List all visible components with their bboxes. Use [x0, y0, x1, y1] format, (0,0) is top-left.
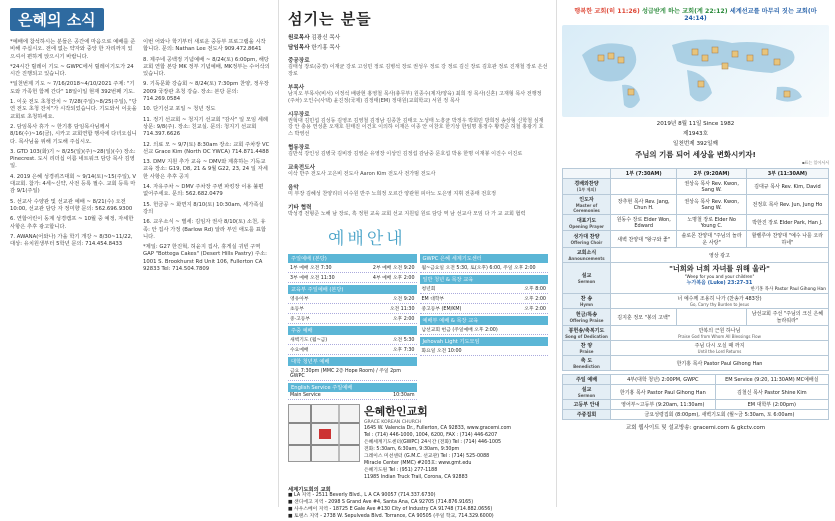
- servers-section: 중공장로 김태성 장로(중경) 이재균 강로 고성민 정로 김병석 장로 권성우 정로 강 정로 김신 장로 김호관 정로 진재철 장로 은선 장로: [288, 58, 548, 77]
- table-cell: 권상옥 목사 Rev. Kwon, Sang W.: [677, 195, 746, 215]
- news-item: *24시간 릴레이 기도 ~ GWPC에서 릴레이기도가 24시간 진행되고 있습니다.: [10, 63, 134, 78]
- news-item: 11. 정기 선교회 ~ 청지기 선교회 "감사" 일 모임 세례상문: 9/8(주). 장소: 친교실. 문의: 청지기 선교회 714.397.6626: [143, 116, 268, 138]
- table-row: [563, 326, 829, 341]
- role-cell: 찬 양 Praise: [563, 341, 611, 356]
- sermon-title-en: "Weep for you and your children": [684, 274, 755, 279]
- schedule-row: 금요 7:30pm (MMC 2층 Hope Room) / 주일 2pm GWPC: [288, 366, 417, 381]
- news-item: 1. 이웃 전도 초청잔치 ~ 7/28(주일)~8/25(주일), "당연 전도 초청 잔치"가 시작되었습니다. 기도와서 이웃을 교회로 초청하세요.: [10, 99, 137, 120]
- table-row: [563, 385, 829, 400]
- sermon-row: [563, 263, 829, 294]
- news-item: 7. AWANA(어와나) 가을 학기 개강 ~ 8/30~11/22, 대상: 유치원생부터 5학년 문의: 714.454.8433: [10, 233, 133, 248]
- worship-title: 예배안내: [328, 228, 406, 249]
- role-cell: 헌금/특송 Offering Praise: [563, 309, 611, 326]
- servers-section: 시무장로 권혁대 김민섭 김성동 김영조 김영철 김정남 김종찬 김태오 노성태 노흥균 박정우 박희민 방희정 송상형 신학철 심재강 안 충용 연성훈 오재호 원태진 이건호 이의하 이재은 이종 안 이찬호 한기상 한임명 홍정수 황경준 허철 홍광기 호스 박영선: [288, 111, 544, 138]
- issue-number: 제1943호: [682, 131, 709, 137]
- table-cell: 영상 광고: [611, 248, 829, 263]
- table-row: [563, 179, 829, 195]
- news-column-1: [10, 39, 137, 276]
- address-line: 그레이스 미션센터 (G.M.C. 선교관) Tel : (714) 525-0088: [364, 454, 490, 460]
- schedule-header: 예배부 예배 & 목장 교육: [420, 316, 549, 325]
- world-map-image: [562, 25, 829, 117]
- sermon-reference: 누가복음 (Luke) 23:27-31: [686, 280, 753, 286]
- role-cell: 설교 Sermon: [563, 263, 611, 294]
- table-row: [563, 195, 829, 215]
- table-cell: [677, 309, 746, 326]
- table-cell: 주님 다시 오실 때 까지 Until the Lord Returns: [611, 341, 829, 356]
- address-line: 전화: 5:30am, 6:30am, 9:30am, 9:30pm: [364, 447, 460, 453]
- news-item: *제일: G27 한진혁, 허윤지 집사, 휴게실 귀빈 구역 GAP "Bottega Cakes" (Desert Hills Pastry) 주소: 1001 S. Brookhurst Rd Unit 106, Fullerton CA 92833 Tel: 714.504.7809: [143, 244, 267, 273]
- order-of-service-table: [562, 168, 829, 371]
- date-line: 2019년 8월 11일 Since 1982: [656, 121, 735, 127]
- news-item: 3. GTD 103(화)기 ~ 8/25(일)(주)~28(일)(수) 장소: Pinecrest. 도시 리더십 이름 네트워크 담당 목사 김영일.: [10, 148, 136, 170]
- role-cell: 성가대 찬양 Offering Choir: [563, 231, 611, 248]
- role-cell: 고등부 안내: [563, 400, 611, 410]
- role-cell: 주중집회: [563, 410, 611, 420]
- role-cell: 인도자 Master of Ceremonies: [563, 195, 611, 215]
- address-line: Miracle Center (MMC) #203호: www.gmt.edu: [364, 460, 472, 466]
- schedule-header: 교육부 주일예배 (본당): [288, 285, 417, 294]
- world-map-icon: [562, 25, 829, 117]
- schedule-row: EM 대학부 오후 2:00: [420, 294, 549, 304]
- schedule-header: 대학 청년부 예배: [288, 357, 417, 366]
- schedule-header: GWPC 은혜 세계기도센터: [420, 254, 549, 263]
- table-cell: 영어부~고등부 (9:20am, 11:30am): [611, 400, 716, 410]
- table-row: [563, 231, 829, 248]
- service-header: 3부 (11:30AM): [746, 169, 828, 179]
- news-column-2: [143, 39, 270, 276]
- sermon-title: "너희와 너희 자녀를 위해 울라": [669, 264, 770, 273]
- schedule-row: 초등부 오전 11:30: [288, 304, 417, 314]
- table-cell: 솔로몬 찬양대 "주님의 놀라운 사랑": [677, 231, 746, 248]
- website-footer: 교회 웹사이트 및 설교방송: gracemi.com & gkctv.com: [625, 425, 766, 431]
- schedule-row: 청년회 오후 8:00: [420, 284, 549, 294]
- table-row: [563, 400, 829, 410]
- news-item: 13. DMV 지원 추가 교육 ~ DMV와 제휴하는 기독교 교육 장소: G19, D8, 21 & 9월 G22, 23, 24 일 자세한 사항은 추후 공지: [143, 159, 268, 180]
- news-item: 12. 의료 모 ~ 9/7(토) 8:30am 장소: 교회 주차장 VC 선교 Grace Kim (North OC YWCA) 714.871.4488: [143, 141, 270, 155]
- table-row: [563, 248, 829, 263]
- servers-section: 부목사 남지오 부목사(비서) 이정석 배팡현 홍영철 목사(총무부) 원종수(제자/양육) 최희 정 목사(신혼) 고재형 목사 전행정(주차) 오인수(사택) 윤진정(국제) 김정태(EM) 정대원(교회학교) 서원 정 목사: [288, 84, 542, 104]
- schedule-row: 화요일 오전 10:00: [420, 346, 549, 356]
- network-item: ■ 사우스베이 지역 - 18725 E Gale Ave #130 City of Industry CA 91748 (714.882.0656): [288, 506, 493, 512]
- news-item: 15. 헌금공 ~ 화면지 8/10(토) 10:30am, 세가족실 강의: [143, 201, 264, 215]
- role-cell: 주일 예배: [563, 375, 611, 385]
- schedule-row: 중·고등부 오후 2:00: [288, 314, 417, 324]
- table-cell: 새벽 찬양대 "왕구와 좋": [611, 231, 677, 248]
- schedule-column-2: [420, 252, 549, 400]
- news-panel: [0, 0, 278, 507]
- table-row: [563, 215, 829, 231]
- network-title: 세계기도회의 교회: [288, 486, 331, 493]
- table-cell: 금요성령집회 (8:00pm), 새벽기도회 (월~금 5:30am, 토 6:00am): [611, 410, 829, 420]
- table-row: [563, 410, 829, 420]
- schedule-column-1: [288, 252, 417, 400]
- table-cell: 할렐루야 찬양대 "예수 나를 오라 하네": [746, 231, 828, 248]
- schedule-row: 중고등부 (EM/KM) 오후 2:00: [420, 304, 549, 314]
- table-cell: 권상옥 목사 Rev. Kwon, Sang W.: [677, 179, 746, 195]
- address-line: 은혜세계기도센터(GWPC) 24시간 (전화) Tel : (714) 446-1005: [364, 440, 502, 446]
- servers-section: 교육전도사 이삭 반주 전도사 고은비 전도사 Aaron Kim 전도사 전가범 전도사: [288, 165, 436, 177]
- table-cell: 김지훈 정모 "봉의 고백": [611, 309, 677, 326]
- map-roads-icon: [289, 405, 359, 461]
- servers-panel: [278, 0, 556, 519]
- table-cell: 한기홍 목사 Pastor Paul Gihong Han: [611, 385, 716, 400]
- bulletin-panel: [556, 0, 835, 507]
- schedule-row: 3부 예배 오전 11:30 4부 예배 오후 2:00: [288, 273, 417, 283]
- church-name: 은혜한인교회: [364, 404, 428, 418]
- table-row: [563, 169, 829, 179]
- address-line: 1645 W. Valencia Dr., Fullerton, CA 92833, www.gracemi.com: [364, 426, 512, 432]
- servers-section: 음악 미 부장 김혜성 찬양리더 이수원 반주 노희정 오르간 양관현 피아노 도은영 지휘 전종태 전호정: [288, 184, 497, 197]
- network-churches: [288, 485, 548, 521]
- table-cell: [611, 179, 677, 195]
- table-cell: 4부(대학 청년) 2:00PM, GWPC: [611, 375, 716, 385]
- schedule-row: 월~금요일 오전 5:30, 토(오후) 6:00, 주일 오후 2:00: [420, 263, 549, 273]
- pastor-line: 원로목사 김광신 목사: [288, 35, 341, 41]
- schedule-header: Jehovah Light 기도모임: [420, 337, 549, 346]
- table-cell: 김철신 목사 Pastor Shine Kim: [715, 385, 828, 400]
- news-item: 6. 연합어린이 동계 성경캠프 ~ 10월 중 예정, 자세한 사항은 추후 광고합니다.: [10, 216, 134, 230]
- news-item: 14. 자유주차 ~ DMV 주차장 주변 파킹장 이용 불편 없어주세요. 문의: 562.682.0479: [143, 184, 264, 198]
- pastor-line: 담임목사 한기홍 목사: [288, 45, 341, 51]
- schedule-row: 수요예배 오후 7:30: [288, 345, 417, 355]
- news-item: 5. 선교사 수양관 및 선교관 예배 ~ 8/21(수) 오전 10:00, 선교관 담당 자 정미향 문의: 562.696.9300: [10, 198, 133, 212]
- table-cell: 김대규 목사 Rev. Kim, David: [746, 179, 828, 195]
- other-services-table: [562, 374, 829, 420]
- table-cell: 박한진 장로 Elder Park, Han J.: [746, 215, 828, 231]
- sermon-cell: [611, 263, 829, 294]
- service-header: 2부 (9:20AM): [677, 169, 746, 179]
- network-item: ■ 토랜스 지역 - 2738 W. Sepulveda Blvd. Torrance, CA 90505 (주일 학교, 714.329.6000): [288, 513, 494, 519]
- news-item: 4. 2019 은혜 성경퀴즈대회 ~ 9/14(토)~15(주일), V대교회. 참가: 4세~신약, 사전 등록 필수. 교회 등록 마감 9/1(주일): [10, 173, 137, 195]
- news-item: 9. 기독문화 강습회 ~ 8/24(토) 7:30pm 찬양, 정우장 2009 국장관 초청 강습. 장소: 본당 문의: 714.269.0584: [143, 81, 269, 103]
- schedule-row: 남선교회 헌금 (주일예배 오후 2:00): [420, 325, 549, 335]
- issue-count: 일천번제 392일째: [673, 141, 718, 147]
- role-cell: 봉헌송/축복기도 Song of Dedication: [563, 326, 611, 341]
- news-item: 10. 단기선교 포일 ~ 청년 정도: [143, 106, 216, 113]
- news-item: *예배에 참석하시는 분들은 공간에 마음으로 예배를 준비해 주십시오. 전에 없는 약자와 중앙 한 자리까지 있으셔서 편하게 앉으시기 바랍니다.: [10, 39, 136, 60]
- address-line: 11985 Indian Truck Trail, Corona, CA 92883: [364, 474, 468, 480]
- schedule-row: 새벽기도 (월~금) 오전 5:30: [288, 335, 417, 345]
- role-cell: 찬 송 Hymn: [563, 294, 611, 309]
- table-cell: 전정호 목사 Rev. Jun, Jung Ho: [746, 195, 828, 215]
- role-cell: 축 도 Benediction: [563, 356, 611, 371]
- schedule-row: Main Service 10:30am: [290, 392, 415, 398]
- church-name-en: GRACE KOREAN CHURCH: [364, 419, 422, 425]
- role-cell: 설교 Sermon: [563, 385, 611, 400]
- table-row: [563, 309, 829, 326]
- table-cell: 원동수 장로 Elder Won, Edward: [611, 215, 677, 231]
- table-cell: 너 예수께 조용히 나가 (찬송가 483장) Go, Carry thy Burden to Jesus: [611, 294, 829, 309]
- schedule-header: 주중 예배: [288, 326, 417, 335]
- network-item: ■ LA 지역 - 2511 Beverly Blvd., L A CA 90057 (714.337.6730): [288, 492, 436, 498]
- news-item: 8. 제주네 공백정 기념예배 ~ 8/24(토) 6:00pm, 해당 교회 연합 본당 MK 정부 기념예배, MK정부는 수어삭의 있습니다.: [143, 56, 270, 78]
- servers-title: 섬기는 분들: [288, 10, 372, 28]
- table-cell: 만복의 근원 하나님 Praise God from Whom All Blessings Flow: [611, 326, 829, 341]
- address-line: Tel : (714) 446-1000, 1004, 6200, FAX : (714) 446-6207: [364, 433, 498, 439]
- news-title: 은혜의 소식: [10, 8, 104, 31]
- church-address-box: [288, 404, 548, 482]
- news-item: 16. 교우소식 ~ 별세: 김임자 권사 8/10(토) 소천, 유족: 안 집사 가정 (Barlow Rd) 알라 부인 애도를 표합니다.: [143, 219, 266, 240]
- preacher: 한기홍 목사 Pastor Paul Gihong Han: [750, 287, 826, 292]
- role-cell: 경배와찬양 (1부 제외): [563, 179, 611, 195]
- role-cell: 교회소식 Announcements: [563, 248, 611, 263]
- table-row: [563, 375, 829, 385]
- table-row: [563, 356, 829, 371]
- table-cell: EM Service (9:20, 11:30AM) MC예배실: [715, 375, 828, 385]
- table-cell: 장추현 목사 Rev. Jang, Chun H.: [611, 195, 677, 215]
- address-line: 은혜기도원 Tel : (951) 277-1188: [364, 467, 438, 473]
- worship-schedule: [288, 252, 548, 400]
- schedule-row: 1부 예배 오전 7:30 2부 예배 오전 9:20: [288, 263, 417, 273]
- network-item: ■ 샌디에고 지역 - 2098 S Grand Ave #4, Santa Ana, CA 92705 (714.876.9165): [288, 499, 474, 505]
- schedule-header: 일반 청년 & 목장 교육: [420, 275, 549, 284]
- yearly-theme: 주님의 기름 되어 세상을 변화시키자!: [635, 150, 756, 159]
- table-cell: 노명철 장로 Elder No Young C.: [677, 215, 746, 231]
- news-item: 2. 담임목사 휴가 ~ 한기홍 담임목사님께서 8/16(수)~16(금), 시카고 교회연합 행사에 다녀오십니다. 목사님을 위해 기도해 주십시오.: [10, 123, 137, 145]
- servers-section: 기타 협력 박성경 전형준 노해 남 장로, 흑 정현 교육 교회 선교 지원팀 원로 담당 역 남 선교사 모임 다 가 교 교회 협력: [288, 204, 526, 217]
- table-cell: 남선교회 주선 "주님의 크신 은혜 놀라워라": [746, 309, 828, 326]
- standing-note: ▪표는 일어서서: [801, 160, 829, 165]
- table-row: [563, 341, 829, 356]
- role-cell: 대표기도 Opening Prayer: [563, 215, 611, 231]
- schedule-header: English Service 주일예배: [288, 383, 417, 392]
- news-item: *일천번제 기도 ~ 7/16/2018~4/10/2021 주제: "기도와 가족헌 함께 간다" 18일이일 현재 392번째 기도.: [10, 81, 135, 95]
- schedule-header: 주일예배 (본당): [288, 254, 417, 263]
- vision-statement: 행복한 교회(히 11:26) 성급받게 하는 교회(계 22:12) 세계선교를 마무리 짓는 교회(마 24:14): [574, 8, 817, 22]
- service-header: 1부 (7:30AM): [611, 169, 677, 179]
- location-map: [288, 404, 360, 462]
- news-item: 이번 어와나 학기부터 새로운 중등부 프로그램을 시작합니다. 문의: Nathan Lee 전도사 909.472.8641: [143, 39, 266, 53]
- servers-section: 협동장로 김반석 강인성 김병국 김비장 김영순 유영장 이상인 김정섭 감남중 문호섭 박용 한명 이재봉 이진수 이진로: [288, 145, 523, 158]
- table-cell: 한기홍 목사 Pastor Paul Gihong Han: [611, 356, 829, 371]
- schedule-row: 영유아부 오전 9:20: [288, 294, 417, 304]
- table-cell: EM 대학부 (2:00pm): [715, 400, 828, 410]
- table-row: [563, 294, 829, 309]
